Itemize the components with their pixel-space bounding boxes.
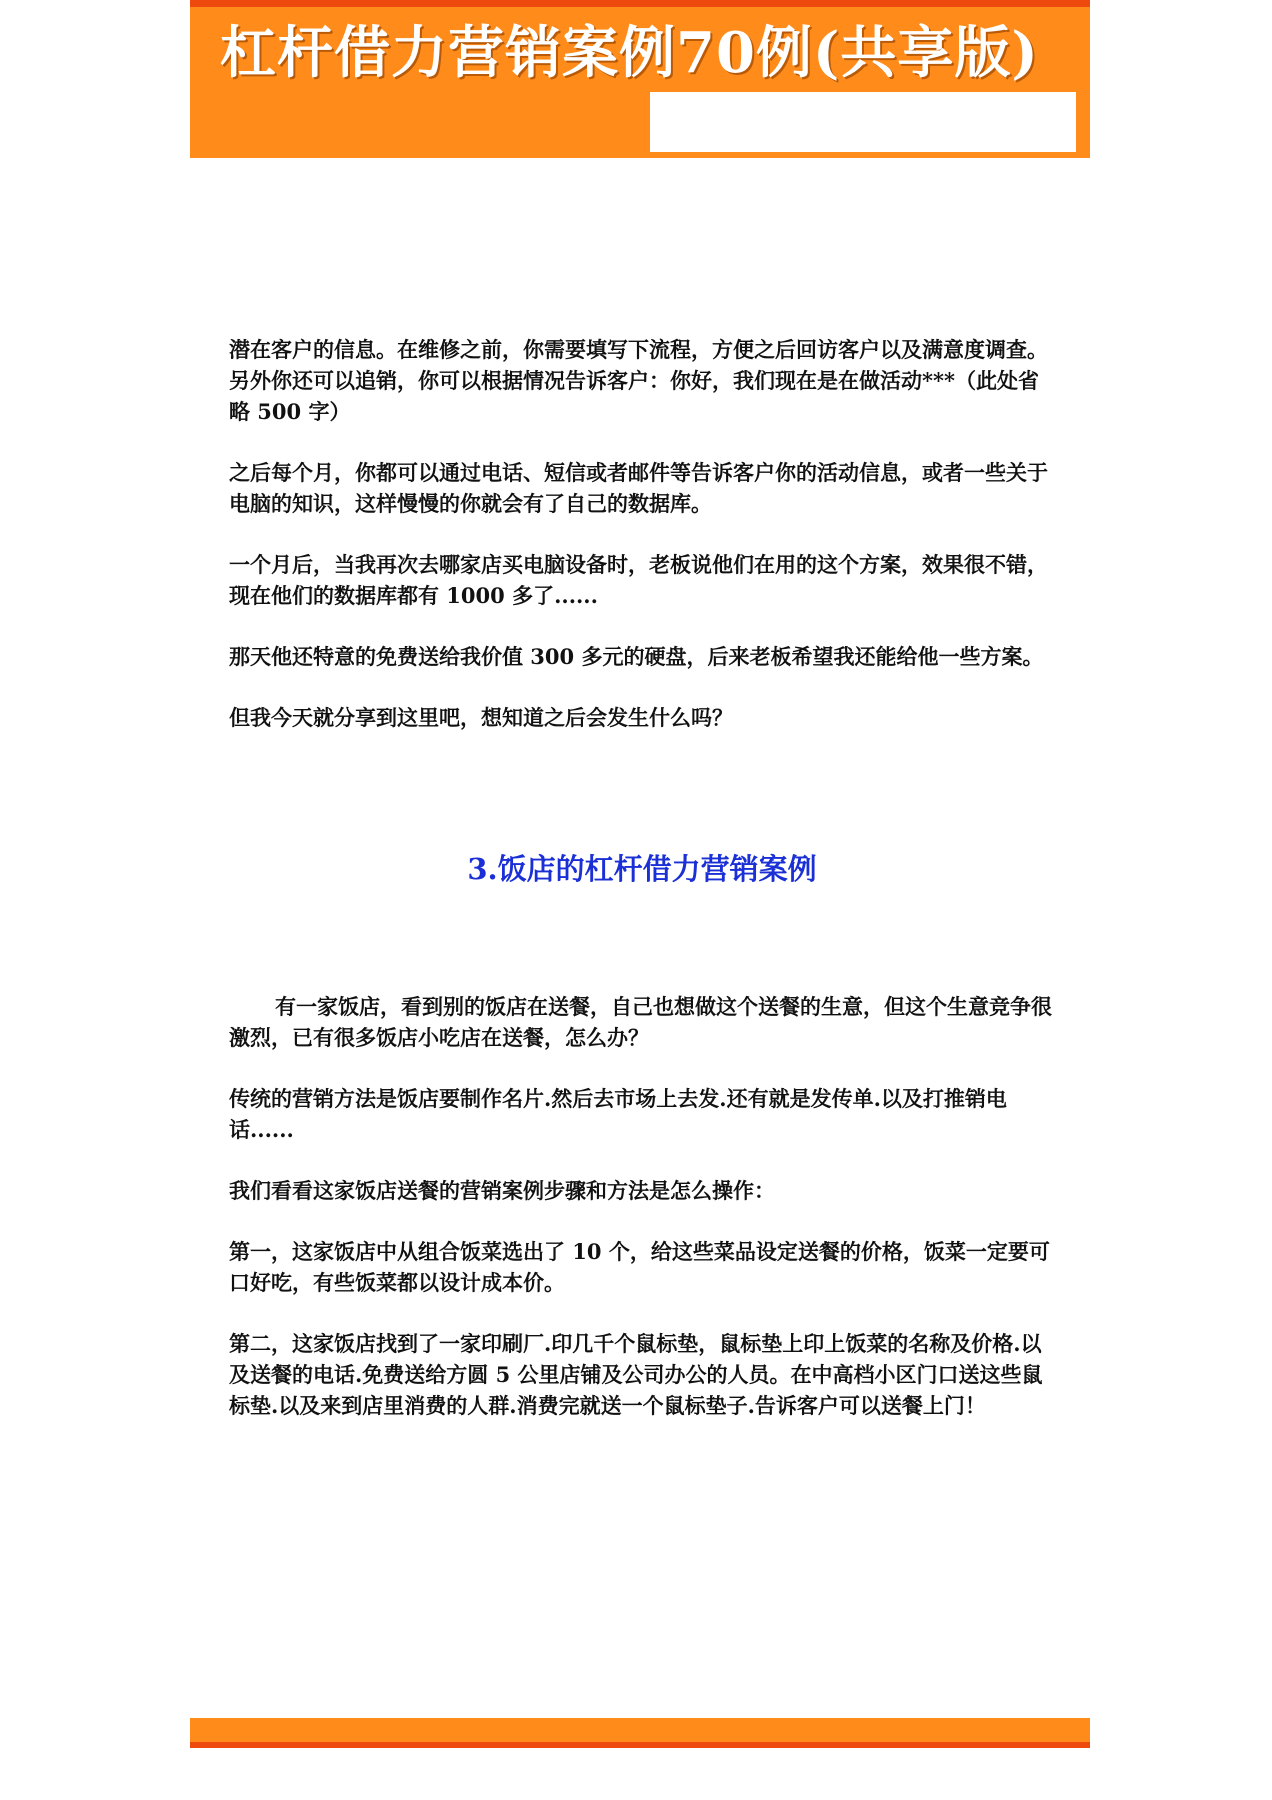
body-paragraph: 传统的营销方法是饭店要制作名片.然后去市场上去发.还有就是发传单.以及打推销电话...... (229, 1086, 1007, 1142)
body-paragraph: 潜在客户的信息。在维修之前，你需要填写下流程，方便之后回访客户以及满意度调查。另外你还可以追销，你可以根据情况告诉客户：你好，我们现在是在做活动***（此处省略 500 字） (229, 337, 1048, 424)
header-banner (190, 0, 1090, 158)
header-blank-box (650, 92, 1076, 152)
body-paragraph: 第一，这家饭店中从组合饭菜选出了 10 个，给这些菜品设定送餐的价格，饭菜一定要可口好吃，有些饭菜都以设计成本价。 (229, 1239, 1050, 1295)
footer-bottom-line (190, 1742, 1090, 1748)
body-paragraph: 我们看看这家饭店送餐的营销案例步骤和方法是怎么操作： (229, 1178, 775, 1203)
body-paragraph: 一个月后，当我再次去哪家店买电脑设备时，老板说他们在用的这个方案，效果很不错，现在他们的数据库都有 1000 多了...... (229, 552, 1048, 608)
header-top-line (190, 0, 1090, 7)
section-heading: 3.饭店的杠杆借力营销案例 (467, 852, 817, 886)
footer-bar (190, 1718, 1090, 1748)
document-body (229, 334, 1055, 1451)
body-paragraph: 之后每个月，你都可以通过电话、短信或者邮件等告诉客户你的活动信息，或者一些关于电脑的知识，这样慢慢的你就会有了自己的数据库。 (229, 460, 1048, 516)
body-paragraph: 但我今天就分享到这里吧，想知道之后会发生什么吗？ (229, 705, 733, 730)
body-paragraph: 第二，这家饭店找到了一家印刷厂.印几千个鼠标垫，鼠标垫上印上饭菜的名称及价格.以及送餐的电话.免费送给方圆 5 公里店铺及公司办公的人员。在中高档小区门口送这些鼠标垫.以及来到店里消费的人群.消费完就送一个鼠标垫子.告诉客户可以送餐上门！ (229, 1331, 1043, 1418)
body-paragraph: 那天他还特意的免费送给我价值 300 多元的硬盘，后来老板希望我还能给他一些方案。 (229, 644, 1044, 669)
body-paragraph: 有一家饭店，看到别的饭店在送餐，自己也想做这个送餐的生意，但这个生意竞争很激烈，已有很多饭店小吃店在送餐，怎么办？ (229, 994, 1052, 1050)
document-title: 杠杆借力营销案例70例(共享版) (220, 20, 1039, 86)
